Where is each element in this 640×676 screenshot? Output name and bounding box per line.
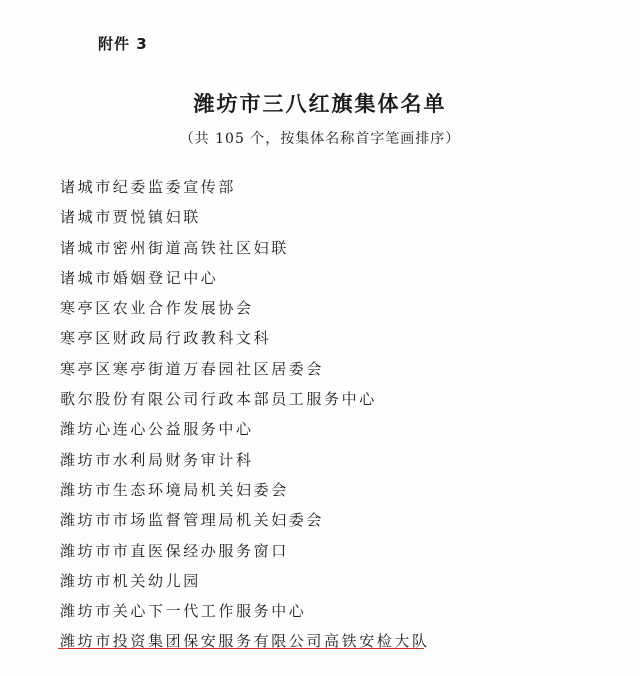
attachment-label: 附件 3: [98, 35, 148, 53]
list-item: 潍坊市投资集团保安服务有限公司高铁安检大队: [60, 632, 430, 651]
list-item: 潍坊市水利局财务审计科: [60, 450, 254, 469]
list-item: 歌尔股份有限公司行政本部员工服务中心: [60, 390, 377, 409]
organization-list: [60, 172, 430, 657]
document-title: 潍坊市三八红旗集体名单: [193, 92, 447, 116]
list-item: 诸城市纪委监委宣传部: [60, 178, 237, 196]
document-subtitle: （共 105 个，按集体名称首字笔画排序）: [179, 131, 461, 147]
list-item: 潍坊心连心公益服务中心: [60, 420, 254, 439]
list-item: 诸城市密州街道高铁社区妇联: [60, 238, 289, 257]
list-item: 潍坊市生态环境局机关妇委会: [60, 480, 289, 499]
list-item: 潍坊市市直医保经办服务窗口: [60, 541, 289, 560]
highlight-underline: [58, 648, 424, 649]
list-item: 潍坊市关心下一代工作服务中心: [60, 602, 307, 621]
list-item: 诸城市婚姻登记中心: [60, 268, 219, 287]
list-item: 寒亭区寒亭街道万春园社区居委会: [60, 359, 325, 378]
list-item: 寒亭区农业合作发展协会: [60, 299, 254, 318]
list-item: 诸城市贾悦镇妇联: [60, 208, 201, 227]
list-item: 潍坊市机关幼儿园: [60, 571, 201, 590]
list-item: 潍坊市市场监督管理局机关妇委会: [60, 511, 325, 530]
list-item: 寒亭区财政局行政教科文科: [60, 329, 272, 348]
